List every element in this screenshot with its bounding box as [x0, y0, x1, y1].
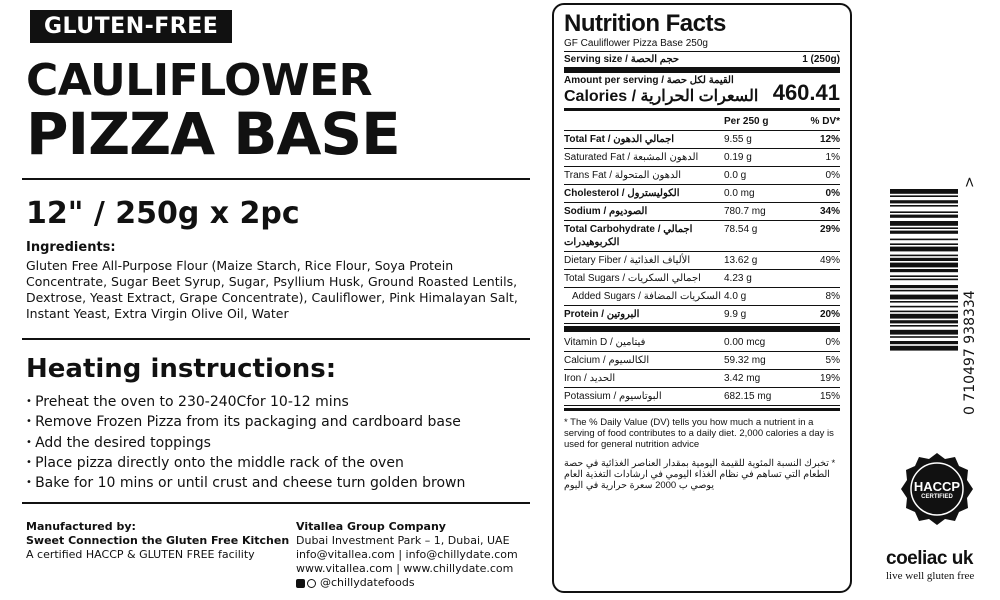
product-title-line1: CAULIFLOWER	[26, 55, 373, 106]
nutrient-label: Added Sugars / السكريات المضافة	[572, 291, 721, 302]
divider	[564, 108, 840, 111]
nutrient-value: 780.7 mg	[724, 206, 766, 217]
nutrient-row	[564, 334, 840, 352]
nutrient-row	[564, 149, 840, 167]
nutrient-dv: 0%	[825, 170, 840, 181]
distributor-social-row	[296, 576, 518, 590]
heating-step: • Bake for 10 mins or until crust and cheese turn golden brown	[26, 473, 465, 493]
haccp-sub-text: CERTIFIED	[921, 493, 953, 500]
barcode-bar	[890, 341, 958, 344]
barcode-bar	[890, 243, 958, 245]
nutrient-value: 4.0 g	[724, 291, 747, 302]
nutrient-label: Total Sugars / اجمالي السكريات	[564, 273, 701, 284]
barcode-bar	[890, 258, 958, 261]
heating-title: Heating instructions:	[26, 354, 337, 384]
divider	[22, 178, 530, 180]
barcode-digits: 0 710497 938334	[962, 290, 978, 415]
heating-steps	[26, 392, 465, 493]
barcode-bar	[890, 285, 958, 288]
manufacturer-certified: A certified HACCP & GLUTEN FREE facility	[26, 548, 255, 561]
barcode-bar	[890, 336, 958, 338]
nutrient-row	[564, 370, 840, 388]
heating-step: • Place pizza directly onto the middle rack of the oven	[26, 453, 465, 473]
barcode-bar	[890, 275, 958, 277]
manufacturer-name: Sweet Connection the Gluten Free Kitchen	[26, 534, 290, 547]
nutrient-value: 13.62 g	[724, 255, 758, 266]
barcode-bar	[890, 311, 958, 313]
manufacturer-block	[26, 520, 289, 562]
nutrient-row	[564, 203, 840, 221]
nutrient-rows	[564, 131, 840, 324]
barcode-bar	[890, 320, 958, 323]
nutrient-label: Sodium / الصوديوم	[564, 206, 648, 217]
calories-value: 460.41	[772, 80, 840, 105]
barcode-bar	[890, 189, 958, 194]
barcode-bar	[890, 211, 958, 213]
nutrient-label: Protein / البروتين	[564, 309, 640, 320]
barcode-bar	[890, 306, 958, 308]
barcode-bar	[890, 269, 958, 272]
serving-size-label: Serving size / حجم الحصة	[564, 54, 680, 65]
nutrient-row	[564, 185, 840, 203]
nutrition-title: Nutrition Facts	[564, 10, 726, 37]
barcode-bar	[890, 195, 958, 197]
vitamin-rows	[564, 334, 840, 406]
coeliac-tagline: live well gluten free	[886, 570, 975, 582]
dv-footnote: * The % Daily Value (DV) tells you how much a nutrient in a serving of food contributes to a daily diet. 2,000 calories a day is used for general nutrition advice	[564, 417, 834, 450]
barcode-bar	[890, 314, 958, 319]
nutrient-dv: 49%	[819, 255, 840, 266]
instagram-icon	[307, 579, 316, 588]
haccp-main-text: HACCP	[913, 478, 961, 494]
nutrient-label: Vitamin D / فيتامين	[564, 337, 646, 348]
divider	[564, 67, 840, 73]
nutrient-dv: 0%	[825, 188, 840, 199]
nutrient-label: Total Carbohydrate / اجمالي الكربوهيدرات	[564, 224, 693, 248]
barcode-bar	[890, 295, 958, 300]
divider	[564, 326, 840, 332]
coeliac-uk-logo	[886, 548, 974, 582]
product-size: 12" / 250g x 2pc	[26, 196, 300, 231]
barcode-bar	[890, 346, 958, 351]
nutrient-row	[564, 167, 840, 185]
barcode-bar	[890, 279, 958, 281]
heating-step: • Remove Frozen Pizza from its packaging and cardboard base	[26, 412, 465, 432]
ingredients-text: Gluten Free All-Purpose Flour (Maize Starch, Rice Flour, Soya Protein Concentrate, Sugar Beet Syrup, Sugar, Psyllium Husk, Ground Roasted Lentils, Dextrose, Yeast Extract, Grape Concentrate), Cauliflower, Pink Himalayan Salt, Instant Yeast, Extra Virgin Olive Oil, Water	[26, 258, 518, 321]
nutrient-label: Potassium / البوتاسيوم	[564, 391, 662, 402]
nutrient-header-row	[564, 113, 840, 131]
barcode-bar	[890, 231, 958, 234]
divider	[22, 338, 530, 340]
barcode-bar	[890, 215, 958, 218]
nutrition-product-name: GF Cauliflower Pizza Base 250g	[564, 38, 708, 49]
nutrient-row	[564, 352, 840, 370]
nutrient-value: 0.0 g	[724, 170, 747, 181]
barcode-bar	[890, 227, 958, 229]
coeliac-name: coeliac uk	[886, 548, 973, 569]
distributor-emails: info@vitallea.com | info@chillydate.com	[296, 548, 518, 561]
barcode-bar	[890, 290, 958, 292]
nutrient-dv: 20%	[819, 309, 840, 320]
nutrient-value: 3.42 mg	[724, 373, 761, 384]
distributor-social: @chillydatefoods	[320, 576, 415, 589]
amount-per-serving-label: Amount per serving / القيمة لكل حصة	[564, 75, 734, 86]
nutrient-value: 682.15 mg	[724, 391, 772, 402]
distributor-block	[296, 520, 518, 590]
nutrient-dv: 19%	[819, 373, 840, 384]
calories-row	[564, 75, 840, 106]
nutrition-facts-panel	[552, 3, 852, 593]
nutrient-label: Cholesterol / الكوليسترول	[564, 188, 680, 199]
divider	[564, 408, 840, 411]
distributor-name: Vitallea Group Company	[296, 520, 446, 533]
nutrient-row	[564, 221, 840, 252]
nutrient-dv: 12%	[819, 134, 840, 145]
column-dv: % DV*	[810, 116, 840, 127]
dv-footnote-arabic: * تخبرك النسبة المئوية للقيمة اليومية بمقدار العناصر الغذائية في حصة الطعام التي تساهم في نظام الغذاء اليومي في ارشادات التغذية العام يوصي ب 2000 سعرة حرارية في اليوم	[564, 458, 836, 491]
barcode-bar	[890, 330, 958, 335]
nutrient-dv: 8%	[825, 291, 840, 302]
nutrient-row	[564, 288, 840, 306]
barcode-bar	[890, 263, 958, 268]
ingredients-title: Ingredients:	[26, 240, 116, 255]
barcode-bar	[890, 325, 958, 327]
product-info	[22, 0, 532, 600]
barcode-bar	[890, 205, 958, 207]
column-per-serving: Per 250 g	[724, 116, 769, 127]
barcode-arrow: >	[962, 176, 978, 188]
nutrient-value: 78.54 g	[724, 224, 758, 235]
distributor-address: Dubai Investment Park – 1, Dubai, UAE	[296, 534, 510, 547]
barcode-bar	[890, 301, 958, 303]
nutrient-value: 0.0 mg	[724, 188, 755, 199]
nutrient-value: 9.55 g	[724, 134, 752, 145]
distributor-websites: www.vitallea.com | www.chillydate.com	[296, 562, 514, 575]
barcode-bar	[890, 239, 958, 241]
nutrient-dv: 1%	[825, 152, 840, 163]
nutrient-dv: 5%	[825, 355, 840, 366]
barcode-bar	[890, 200, 958, 203]
nutrient-value: 59.32 mg	[724, 355, 766, 366]
nutrient-dv: 0%	[825, 337, 840, 348]
nutrient-dv	[794, 272, 840, 285]
barcode-bar	[890, 255, 958, 257]
serving-size-row	[564, 54, 840, 65]
nutrient-row	[564, 306, 840, 324]
nutrient-label: Saturated Fat / الدهون المشبعة	[564, 152, 699, 163]
nutrient-label: Dietary Fiber / الألياف الغذائية	[564, 255, 691, 266]
barcode-bar	[890, 247, 958, 252]
manufacturer-label: Manufactured by:	[26, 520, 136, 533]
haccp-text	[900, 452, 974, 526]
nutrient-dv: 15%	[819, 391, 840, 402]
nutrient-dv: 29%	[819, 224, 840, 235]
heating-step: • Add the desired toppings	[26, 433, 465, 453]
nutrient-value: 9.9 g	[724, 309, 747, 320]
nutrient-row	[564, 252, 840, 270]
nutrient-row	[564, 131, 840, 149]
facebook-icon	[296, 579, 305, 588]
divider	[22, 502, 530, 504]
calories-label: Calories / السعرات الحرارية	[564, 88, 759, 105]
divider	[564, 51, 840, 52]
nutrient-value: 4.23 g	[724, 273, 752, 284]
nutrient-value: 0.00 mcg	[724, 337, 766, 348]
nutrient-value: 0.19 g	[724, 152, 752, 163]
product-title-line2: PIZZA BASE	[26, 100, 400, 168]
barcode-bar	[890, 221, 958, 226]
nutrient-label: Iron / الحديد	[564, 373, 616, 384]
heating-step: • Preheat the oven to 230-240Cfor 10-12 mins	[26, 392, 465, 412]
nutrient-row	[564, 270, 840, 288]
serving-size-value: 1 (250g)	[802, 54, 840, 65]
nutrient-dv: 34%	[819, 206, 840, 217]
nutrient-label: Trans Fat / الدهون المتحولة	[564, 170, 682, 181]
nutrient-label: Calcium / الكالسيوم	[564, 355, 650, 366]
nutrient-row	[564, 388, 840, 406]
gluten-free-badge: GLUTEN-FREE	[30, 10, 232, 43]
nutrient-label: Total Fat / اجمالي الدهون	[564, 134, 675, 145]
